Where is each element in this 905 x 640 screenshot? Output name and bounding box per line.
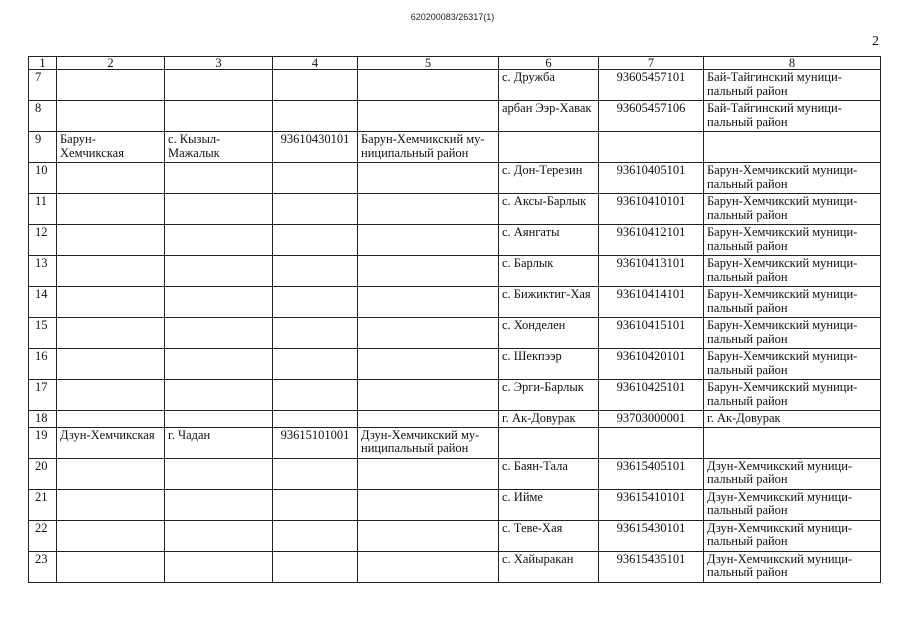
district-cell [358,551,499,582]
data-table [28,56,881,583]
row-number-cell: 21 [29,489,57,520]
center-cell [165,551,273,582]
settlement-code-cell: 93610415101 [599,318,704,349]
center-cell [165,194,273,225]
center-cell [165,411,273,428]
table-row [29,458,881,489]
municipality-cell: Барун-Хемчикский муници- пальный район [704,380,881,411]
region-cell [57,194,165,225]
region-cell [57,551,165,582]
municipality-cell: Барун-Хемчикский муници- пальный район [704,225,881,256]
region-cell [57,458,165,489]
settlement-code-cell: 93615410101 [599,489,704,520]
table-row [29,287,881,318]
district-cell [358,163,499,194]
table-row [29,194,881,225]
settlement-code-cell: 93610410101 [599,194,704,225]
row-number-cell: 23 [29,551,57,582]
center-cell [165,101,273,132]
district-cell: Барун-Хемчикский му- ниципальный район [358,132,499,163]
center-cell [165,318,273,349]
page-number: 2 [872,34,879,49]
municipality-cell: г. Ак-Довурак [704,411,881,428]
district-cell [358,411,499,428]
column-header: 8 [704,57,881,70]
settlement-code-cell: 93615430101 [599,520,704,551]
table-row [29,70,881,101]
settlement-cell: с. Аксы-Барлык [499,194,599,225]
settlement-code-cell: 93610425101 [599,380,704,411]
center-code-cell [273,411,358,428]
district-cell [358,458,499,489]
district-cell [358,349,499,380]
table-row [29,489,881,520]
center-code-cell [273,194,358,225]
center-cell [165,349,273,380]
center-code-cell [273,551,358,582]
settlement-code-cell: 93610414101 [599,287,704,318]
table-row [29,318,881,349]
region-cell [57,287,165,318]
column-header: 5 [358,57,499,70]
settlement-cell: с. Барлык [499,256,599,287]
row-number-cell: 14 [29,287,57,318]
settlement-cell: с. Дружба [499,70,599,101]
settlement-code-cell: 93605457106 [599,101,704,132]
settlement-cell: г. Ак-Довурак [499,411,599,428]
settlement-code-cell: 93610420101 [599,349,704,380]
column-header: 6 [499,57,599,70]
column-header: 3 [165,57,273,70]
row-number-cell: 11 [29,194,57,225]
header-row [29,57,881,70]
row-number-cell: 20 [29,458,57,489]
row-number-cell: 9 [29,132,57,163]
municipality-cell: Бай-Тайгинский муници- пальный район [704,70,881,101]
center-cell [165,520,273,551]
settlement-cell: с. Хайыракан [499,551,599,582]
settlement-code-cell: 93610405101 [599,163,704,194]
municipality-cell [704,132,881,163]
district-cell [358,489,499,520]
center-code-cell [273,287,358,318]
region-cell [57,520,165,551]
district-cell: Дзун-Хемчикский му- ниципальный район [358,427,499,458]
settlement-cell: с. Эрги-Барлык [499,380,599,411]
municipality-cell: Барун-Хемчикский муници- пальный район [704,287,881,318]
table-row [29,411,881,428]
district-cell [358,318,499,349]
municipality-cell: Дзун-Хемчикский муници- пальный район [704,551,881,582]
center-code-cell [273,489,358,520]
center-code-cell: 93610430101 [273,132,358,163]
region-cell [57,70,165,101]
district-cell [358,256,499,287]
center-code-cell [273,318,358,349]
region-cell [57,256,165,287]
municipality-cell: Дзун-Хемчикский муници- пальный район [704,520,881,551]
center-cell [165,225,273,256]
municipality-cell [704,427,881,458]
settlement-code-cell: 93605457101 [599,70,704,101]
row-number-cell: 7 [29,70,57,101]
region-cell [57,349,165,380]
table-row [29,101,881,132]
region-cell: Барун- Хемчикская [57,132,165,163]
table-row [29,163,881,194]
row-number-cell: 17 [29,380,57,411]
center-cell [165,380,273,411]
column-header: 2 [57,57,165,70]
column-header: 1 [29,57,57,70]
center-code-cell [273,225,358,256]
region-cell [57,101,165,132]
row-number-cell: 19 [29,427,57,458]
table-row [29,132,881,163]
district-cell [358,101,499,132]
municipality-cell: Барун-Хемчикский муници- пальный район [704,163,881,194]
table-row [29,520,881,551]
center-cell [165,163,273,194]
table-row [29,427,881,458]
settlement-cell [499,427,599,458]
region-cell: Дзун-Хемчикская [57,427,165,458]
table-row [29,380,881,411]
row-number-cell: 13 [29,256,57,287]
table-row [29,551,881,582]
row-number-cell: 12 [29,225,57,256]
center-code-cell [273,520,358,551]
district-cell [358,194,499,225]
center-cell [165,256,273,287]
center-code-cell [273,70,358,101]
municipality-cell: Барун-Хемчикский муници- пальный район [704,194,881,225]
center-code-cell [273,380,358,411]
region-cell [57,318,165,349]
table-row [29,225,881,256]
settlement-code-cell: 93703000001 [599,411,704,428]
municipality-cell: Барун-Хемчикский муници- пальный район [704,349,881,380]
center-code-cell [273,458,358,489]
center-code-cell [273,349,358,380]
settlement-cell: с. Аянгаты [499,225,599,256]
region-cell [57,489,165,520]
region-cell [57,380,165,411]
settlement-code-cell: 93610413101 [599,256,704,287]
region-cell [57,411,165,428]
municipality-cell: Дзун-Хемчикский муници- пальный район [704,458,881,489]
district-cell [358,287,499,318]
row-number-cell: 10 [29,163,57,194]
municipality-cell: Барун-Хемчикский муници- пальный район [704,256,881,287]
settlement-cell [499,132,599,163]
center-cell: с. Кызыл- Мажалык [165,132,273,163]
center-cell [165,70,273,101]
municipality-cell: Дзун-Хемчикский муници- пальный район [704,489,881,520]
document-id: 620200083/26317(1) [410,12,495,22]
center-cell [165,489,273,520]
settlement-code-cell: 93615435101 [599,551,704,582]
settlement-cell: с. Теве-Хая [499,520,599,551]
settlement-code-cell [599,132,704,163]
settlement-code-cell: 93610412101 [599,225,704,256]
column-header: 4 [273,57,358,70]
settlement-cell: с. Бижиктиг-Хая [499,287,599,318]
settlement-code-cell [599,427,704,458]
table-row [29,349,881,380]
municipality-cell: Барун-Хемчикский муници- пальный район [704,318,881,349]
district-cell [358,70,499,101]
center-cell [165,458,273,489]
district-cell [358,520,499,551]
settlement-cell: с. Баян-Тала [499,458,599,489]
center-cell [165,287,273,318]
center-code-cell [273,101,358,132]
region-cell [57,225,165,256]
column-header: 7 [599,57,704,70]
center-code-cell [273,256,358,287]
settlement-code-cell: 93615405101 [599,458,704,489]
row-number-cell: 8 [29,101,57,132]
municipality-cell: Бай-Тайгинский муници- пальный район [704,101,881,132]
settlement-cell: с. Шекпээр [499,349,599,380]
district-cell [358,225,499,256]
center-code-cell [273,163,358,194]
center-cell: г. Чадан [165,427,273,458]
table-body [29,57,881,583]
row-number-cell: 18 [29,411,57,428]
settlement-cell: с. Хонделен [499,318,599,349]
row-number-cell: 15 [29,318,57,349]
row-number-cell: 16 [29,349,57,380]
settlement-cell: с. Дон-Терезин [499,163,599,194]
settlement-cell: арбан Ээр-Хавак [499,101,599,132]
center-code-cell: 93615101001 [273,427,358,458]
district-cell [358,380,499,411]
settlement-cell: с. Ийме [499,489,599,520]
region-cell [57,163,165,194]
row-number-cell: 22 [29,520,57,551]
table-row [29,256,881,287]
